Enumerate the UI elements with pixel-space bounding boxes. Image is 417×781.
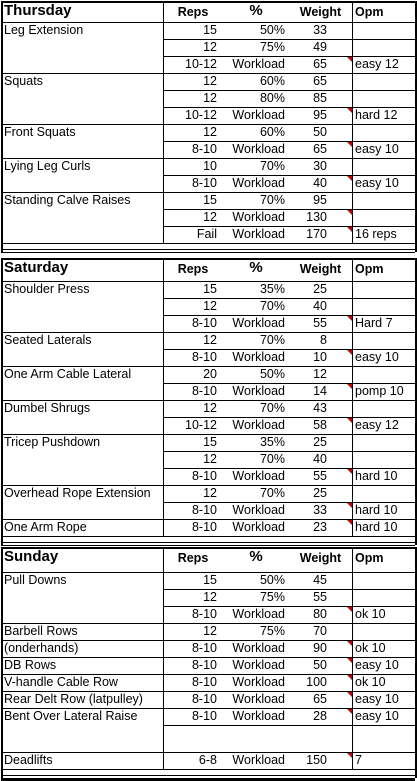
exercise-name: Barbell Rows bbox=[4, 624, 78, 638]
reps-cell: 20 bbox=[203, 367, 217, 381]
weight-cell: 70 bbox=[313, 624, 327, 638]
weight-cell: 10 bbox=[313, 350, 327, 364]
weight-cell: 95 bbox=[313, 193, 327, 207]
reps-cell: 8-10 bbox=[191, 607, 217, 621]
reps-cell: 8-10 bbox=[191, 316, 217, 330]
grid-hline bbox=[163, 725, 415, 726]
opm-cell: ok 10 bbox=[355, 675, 386, 689]
exercise-name: Shoulder Press bbox=[4, 282, 90, 296]
opm-cell: Hard 7 bbox=[355, 316, 393, 330]
exercise-name: Overhead Rope Extension bbox=[4, 486, 151, 500]
percent-cell: Workload bbox=[232, 503, 285, 517]
opm-cell: hard 10 bbox=[355, 503, 398, 517]
weight-cell: 12 bbox=[313, 367, 327, 381]
exercise-name: Dumbel Shrugs bbox=[4, 401, 91, 415]
grid-hline bbox=[1, 545, 415, 546]
percent-cell: 50% bbox=[259, 573, 285, 587]
percent-cell: 70% bbox=[259, 159, 285, 173]
grid-vline bbox=[1, 1, 3, 252]
weight-cell: 25 bbox=[313, 486, 327, 500]
column-header-percent: % bbox=[249, 2, 263, 19]
percent-cell: 80% bbox=[259, 91, 285, 105]
reps-cell: 8-10 bbox=[191, 142, 217, 156]
weight-cell: 8 bbox=[320, 333, 327, 347]
exercise-name: Standing Calve Raises bbox=[4, 193, 131, 207]
grid-hline bbox=[1, 542, 415, 543]
reps-cell: 12 bbox=[203, 401, 217, 415]
column-header-weight: Weight bbox=[299, 551, 342, 565]
weight-cell: 25 bbox=[313, 282, 327, 296]
reps-cell: 15 bbox=[203, 193, 217, 207]
percent-cell: 50% bbox=[259, 23, 285, 37]
weight-cell: 14 bbox=[313, 384, 327, 398]
section-title: Thursday bbox=[4, 2, 72, 19]
weight-cell: 25 bbox=[313, 435, 327, 449]
reps-cell: 15 bbox=[203, 573, 217, 587]
reps-cell: 8-10 bbox=[191, 692, 217, 706]
reps-cell: Fail bbox=[196, 227, 217, 241]
reps-cell: 12 bbox=[203, 452, 217, 466]
weight-cell: 30 bbox=[313, 159, 327, 173]
weight-cell: 58 bbox=[313, 418, 327, 432]
reps-cell: 8-10 bbox=[191, 469, 217, 483]
column-header-reps: Reps bbox=[177, 262, 209, 276]
grid-hline bbox=[1, 243, 415, 244]
column-header-reps: Reps bbox=[177, 551, 209, 565]
percent-cell: Workload bbox=[232, 142, 285, 156]
opm-cell: hard 10 bbox=[355, 469, 398, 483]
reps-cell: 10-12 bbox=[185, 57, 217, 71]
weight-cell: 130 bbox=[306, 210, 327, 224]
opm-cell: easy 10 bbox=[355, 142, 399, 156]
reps-cell: 8-10 bbox=[191, 176, 217, 190]
reps-cell: 10-12 bbox=[185, 108, 217, 122]
percent-cell: Workload bbox=[232, 316, 285, 330]
grid-vline bbox=[1, 547, 3, 778]
column-header-opm: Opm bbox=[355, 551, 384, 565]
exercise-name: Lying Leg Curls bbox=[4, 159, 91, 173]
reps-cell: 10-12 bbox=[185, 418, 217, 432]
percent-cell: 70% bbox=[259, 401, 285, 415]
reps-cell: 12 bbox=[203, 74, 217, 88]
percent-cell: Workload bbox=[232, 658, 285, 672]
exercise-name: Seated Laterals bbox=[4, 333, 92, 347]
percent-cell: Workload bbox=[232, 210, 285, 224]
opm-cell: easy 10 bbox=[355, 176, 399, 190]
exercise-name: DB Rows bbox=[4, 658, 57, 672]
percent-cell: 75% bbox=[259, 40, 285, 54]
exercise-name: Front Squats bbox=[4, 125, 76, 139]
exercise-name: One Arm Rope bbox=[4, 520, 87, 534]
exercise-name: Rear Delt Row (latpulley) bbox=[4, 692, 143, 706]
column-header-reps: Reps bbox=[177, 5, 209, 19]
column-header-weight: Weight bbox=[299, 5, 342, 19]
opm-cell: easy 12 bbox=[355, 418, 399, 432]
percent-cell: 75% bbox=[259, 590, 285, 604]
reps-cell: 8-10 bbox=[191, 658, 217, 672]
column-header-opm: Opm bbox=[355, 262, 384, 276]
opm-cell: easy 12 bbox=[355, 57, 399, 71]
exercise-name: Squats bbox=[4, 74, 43, 88]
column-header-percent: % bbox=[249, 259, 263, 276]
section-title: Saturday bbox=[4, 259, 69, 276]
reps-cell: 12 bbox=[203, 590, 217, 604]
grid-vline bbox=[163, 258, 164, 536]
reps-cell: 12 bbox=[203, 486, 217, 500]
weight-cell: 65 bbox=[313, 74, 327, 88]
reps-cell: 8-10 bbox=[191, 350, 217, 364]
opm-cell: ok 10 bbox=[355, 641, 386, 655]
weight-cell: 90 bbox=[313, 641, 327, 655]
opm-cell: 16 reps bbox=[355, 227, 397, 241]
weight-cell: 50 bbox=[313, 125, 327, 139]
percent-cell: Workload bbox=[232, 57, 285, 71]
percent-cell: 35% bbox=[259, 282, 285, 296]
weight-cell: 55 bbox=[313, 316, 327, 330]
percent-cell: 70% bbox=[259, 193, 285, 207]
column-header-opm: Opm bbox=[355, 5, 384, 19]
weight-cell: 23 bbox=[313, 520, 327, 534]
percent-cell: Workload bbox=[232, 384, 285, 398]
reps-cell: 15 bbox=[203, 435, 217, 449]
weight-cell: 45 bbox=[313, 573, 327, 587]
reps-cell: 8-10 bbox=[191, 384, 217, 398]
reps-cell: 12 bbox=[203, 624, 217, 638]
reps-cell: 10 bbox=[203, 159, 217, 173]
reps-cell: 8-10 bbox=[191, 675, 217, 689]
weight-cell: 95 bbox=[313, 108, 327, 122]
weight-cell: 100 bbox=[306, 675, 327, 689]
weight-cell: 150 bbox=[306, 753, 327, 767]
grid-vline bbox=[163, 1, 164, 243]
weight-cell: 40 bbox=[313, 176, 327, 190]
weight-cell: 40 bbox=[313, 452, 327, 466]
exercise-name: Tricep Pushdown bbox=[4, 435, 101, 449]
exercise-name: Deadlifts bbox=[4, 753, 53, 767]
percent-cell: Workload bbox=[232, 709, 285, 723]
percent-cell: Workload bbox=[232, 753, 285, 767]
percent-cell: Workload bbox=[232, 227, 285, 241]
weight-cell: 65 bbox=[313, 692, 327, 706]
reps-cell: 15 bbox=[203, 282, 217, 296]
percent-cell: Workload bbox=[232, 350, 285, 364]
exercise-name: One Arm Cable Lateral bbox=[4, 367, 132, 381]
grid-hline bbox=[1, 769, 415, 770]
weight-cell: 28 bbox=[313, 709, 327, 723]
grid-vline bbox=[352, 547, 353, 769]
reps-cell: 8-10 bbox=[191, 520, 217, 534]
weight-cell: 170 bbox=[306, 227, 327, 241]
weight-cell: 49 bbox=[313, 40, 327, 54]
column-header-weight: Weight bbox=[299, 262, 342, 276]
grid-hline bbox=[1, 252, 415, 253]
weight-cell: 65 bbox=[313, 57, 327, 71]
opm-cell: pomp 10 bbox=[355, 384, 404, 398]
weight-cell: 50 bbox=[313, 658, 327, 672]
weight-cell: 80 bbox=[313, 607, 327, 621]
percent-cell: Workload bbox=[232, 469, 285, 483]
weight-cell: 65 bbox=[313, 142, 327, 156]
opm-cell: 7 bbox=[355, 753, 362, 767]
percent-cell: Workload bbox=[232, 108, 285, 122]
percent-cell: Workload bbox=[232, 176, 285, 190]
opm-cell: ok 10 bbox=[355, 607, 386, 621]
percent-cell: 75% bbox=[259, 624, 285, 638]
grid-hline bbox=[1, 775, 415, 776]
percent-cell: 70% bbox=[259, 486, 285, 500]
column-header-percent: % bbox=[249, 548, 263, 565]
percent-cell: 60% bbox=[259, 125, 285, 139]
reps-cell: 15 bbox=[203, 23, 217, 37]
percent-cell: Workload bbox=[232, 641, 285, 655]
exercise-name: V-handle Cable Row bbox=[4, 675, 118, 689]
weight-cell: 40 bbox=[313, 299, 327, 313]
exercise-name: (onderhands) bbox=[4, 641, 79, 655]
exercise-name: Leg Extension bbox=[4, 23, 84, 37]
grid-hline bbox=[1, 249, 415, 250]
weight-cell: 55 bbox=[313, 590, 327, 604]
percent-cell: 50% bbox=[259, 367, 285, 381]
percent-cell: Workload bbox=[232, 607, 285, 621]
percent-cell: Workload bbox=[232, 520, 285, 534]
percent-cell: Workload bbox=[232, 692, 285, 706]
opm-cell: hard 12 bbox=[355, 108, 398, 122]
opm-cell: easy 10 bbox=[355, 658, 399, 672]
percent-cell: Workload bbox=[232, 418, 285, 432]
weight-cell: 33 bbox=[313, 503, 327, 517]
reps-cell: 12 bbox=[203, 299, 217, 313]
percent-cell: 35% bbox=[259, 435, 285, 449]
percent-cell: 70% bbox=[259, 299, 285, 313]
reps-cell: 12 bbox=[203, 91, 217, 105]
opm-cell: hard 10 bbox=[355, 520, 398, 534]
exercise-name: Pull Downs bbox=[4, 573, 67, 587]
weight-cell: 33 bbox=[313, 23, 327, 37]
reps-cell: 8-10 bbox=[191, 503, 217, 517]
reps-cell: 8-10 bbox=[191, 709, 217, 723]
grid-vline bbox=[163, 547, 164, 769]
weight-cell: 85 bbox=[313, 91, 327, 105]
grid-hline bbox=[1, 536, 415, 537]
opm-cell: easy 10 bbox=[355, 350, 399, 364]
percent-cell: 70% bbox=[259, 333, 285, 347]
grid-vline bbox=[1, 258, 3, 545]
exercise-name: Bent Over Lateral Raise bbox=[4, 709, 138, 723]
weight-cell: 55 bbox=[313, 469, 327, 483]
reps-cell: 12 bbox=[203, 125, 217, 139]
percent-cell: Workload bbox=[232, 675, 285, 689]
opm-cell: easy 10 bbox=[355, 709, 399, 723]
percent-cell: 70% bbox=[259, 452, 285, 466]
reps-cell: 6-8 bbox=[198, 753, 217, 767]
reps-cell: 8-10 bbox=[191, 641, 217, 655]
section-title: Sunday bbox=[4, 548, 59, 565]
reps-cell: 12 bbox=[203, 40, 217, 54]
reps-cell: 12 bbox=[203, 333, 217, 347]
grid-vline bbox=[352, 258, 353, 536]
reps-cell: 12 bbox=[203, 210, 217, 224]
grid-vline bbox=[352, 1, 353, 243]
opm-cell: easy 10 bbox=[355, 692, 399, 706]
weight-cell: 43 bbox=[313, 401, 327, 415]
percent-cell: 60% bbox=[259, 74, 285, 88]
